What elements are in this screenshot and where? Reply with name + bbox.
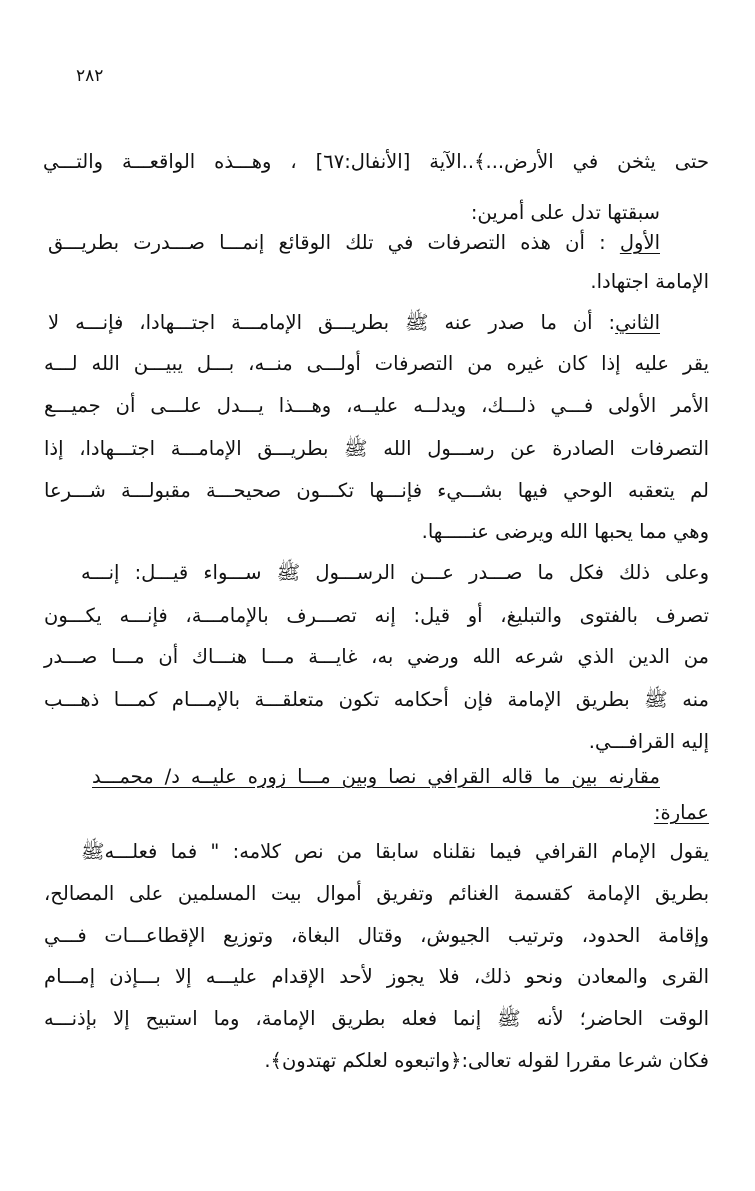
text-line: وعلى ذلك فكل ما صـــدر عـــن الرســـول ﷺ ســـواء قيـــل: إنـــه (81, 561, 709, 584)
point-label: الأول (619, 231, 660, 254)
text-line: وهي مما يحبها الله ويرضى عنـــــها. (421, 520, 709, 543)
text-line: القرى والمعادن ونحو ذلك، فلا يجوز لأحد الإقدام عليـــه إلا بـــإذن إمـــام (44, 965, 709, 988)
text-line (48, 309, 660, 337)
text-line: لم يتعقبه الوحي فيها بشـــيء فإنـــها تكـــون صحيحـــة مقبولـــة شـــرعا (44, 479, 709, 502)
text-line: وإقامة الحدود، وترتيب الجيوش، وقتال البغاة، وتوزيع الإقطاعـــات فـــي (44, 924, 709, 947)
text-line: فكان شرعا مقررا لقوله تعالى:﴿واتبعوه لعلكم تهتدون﴾. (264, 1049, 709, 1072)
text-line: يقول الإمام القرافي فيما نقلناه سابقا من نص كلامه: " فما فعلـــهﷺ (81, 840, 709, 863)
text-line: بطريق الإمامة كقسمة الغنائم وتفريق أموال بيت المسلمين على المصالح، (44, 882, 709, 905)
text-line: التصرفات الصادرة عن رســـول الله ﷺ بطريـــق الإمامـــة اجتـــهادا، إذا (44, 437, 709, 460)
text-line (48, 229, 660, 257)
section-heading: عمارة: (653, 801, 709, 824)
text-line: منه ﷺ بطريق الإمامة فإن أحكامه تكون متعلقـــة بالإمـــام كمـــا ذهـــب (44, 688, 709, 711)
page-number: ٢٨٢ (76, 66, 104, 86)
text-line: تصرف بالفتوى والتبليغ، أو قيل: إنه تصـــرف بالإمامـــة، فإنـــه يكـــون (44, 604, 709, 627)
section-heading: مقارنه بين ما قاله القرافي نصا وبين مـــا زوره عليــه د/ محمـــد (92, 765, 660, 788)
text-line: حتى يثخن في الأرض...﴾..الآية [الأنفال:٦٧] ، وهـــذه الواقعـــة والتـــي (43, 150, 709, 173)
text-line: سبقتها تدل على أمرين: (470, 201, 660, 224)
text-line: من الدين الذي شرعه الله ورضي به، غايـــة مـــا هنـــاك أن مـــا صـــدر (44, 645, 709, 668)
text-line-content: : أن ما صدر عنه ﷺ بطريـــق الإمامـــة اجتـــهادا، فإنـــه لا (48, 311, 616, 334)
text-line-content: : أن هذه التصرفات في تلك الوقائع إنمـــا صـــدرت بطريـــق (48, 231, 620, 254)
text-line: إليه القرافـــي. (588, 730, 709, 753)
text-line: الأمر الأولى فـــي ذلـــك، ويدلــه عليــه، وهـــذا يـــدل علـــى أن جميـــع (44, 394, 709, 417)
text-line: الإمامة اجتهادا. (590, 270, 709, 293)
text-line: الوقت الحاضر؛ لأنه ﷺ إنما فعله بطريق الإمامة، وما استبيح إلا بإذنـــه (44, 1007, 709, 1030)
text-line: يقر عليه إذا كان غيره من التصرفات أولـــى منــه، بـــل يبيـــن الله لـــه (44, 352, 709, 375)
point-label: الثاني (615, 311, 660, 334)
